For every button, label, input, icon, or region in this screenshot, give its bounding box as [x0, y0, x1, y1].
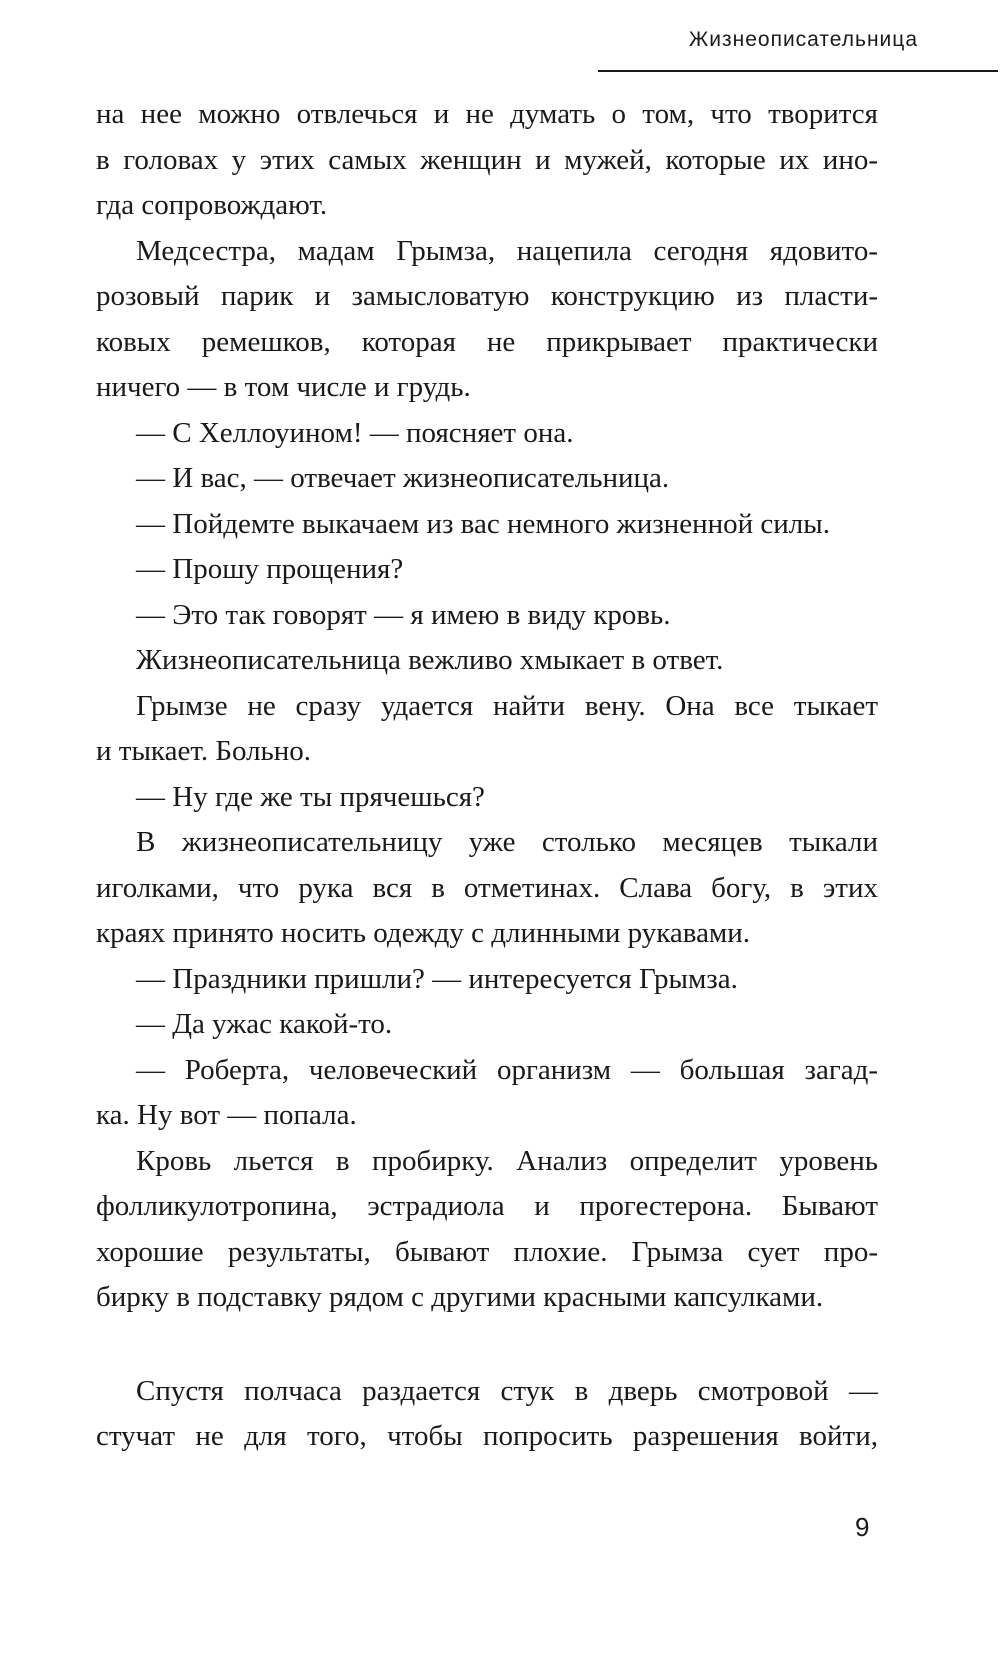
text-line: краях принято носить одежду с длинными рукавами. [96, 917, 751, 949]
text-line: Кровь льется в пробирку. Анализ определит уровень [136, 1144, 878, 1177]
text-line: на нее можно отвлечься и не думать о том, что творится [96, 98, 878, 130]
text-line: Жизнеописательница вежливо хмыкает в ответ. [136, 644, 724, 676]
dialogue-line: — Праздники пришли? — интересуется Грымза. [136, 962, 738, 995]
dialogue-line: — Ну где же ты прячешься? [136, 780, 485, 813]
text-line: иголками, что рука вся в отметинах. Слава богу, в этих [96, 871, 878, 904]
text-line: фолликулотропина, эстрадиола и прогестерона. Бывают [96, 1190, 878, 1222]
text-line: Спустя полчаса раздается стук в дверь смотровой — [136, 1374, 878, 1407]
section-break [96, 1321, 878, 1369]
header-rule [598, 70, 998, 72]
text-line: хорошие результаты, бывают плохие. Грымза сует про- [96, 1235, 878, 1268]
running-header: Жизнеописательница [688, 28, 918, 51]
dialogue-line: — Да ужас какой-то. [136, 1008, 393, 1040]
page-number: 9 [855, 1512, 870, 1542]
dialogue-line: — Это так говорят — я имею в виду кровь. [136, 598, 671, 631]
text-line: гда сопровождают. [96, 189, 328, 221]
dialogue-line: — Пойдемте выкачаем из вас немного жизненной силы. [136, 507, 830, 540]
text-line: В жизнеописательницу уже столько месяцев тыкали [136, 826, 878, 858]
dialogue-line: — И вас, — отвечает жизнеописательница. [136, 462, 670, 494]
text-line: и тыкает. Больно. [96, 735, 312, 767]
text-line: розовый парик и замысловатую конструкцию из пласти- [96, 280, 878, 312]
text-line: Грымзе не сразу удается найти вену. Она все тыкает [136, 689, 878, 722]
dialogue-line: — Роберта, человеческий организм — большая загад- [136, 1053, 878, 1086]
dialogue-line: — С Хеллоуином! — поясняет она. [136, 416, 574, 449]
text-line: ка. Ну вот — попала. [96, 1099, 357, 1131]
body-text [96, 92, 878, 1460]
text-line: Медсестра, мадам Грымза, нацепила сегодня ядовито- [136, 234, 878, 267]
text-line: стучат не для того, чтобы попросить разрешения войти, [96, 1420, 878, 1452]
text-line: в головах у этих самых женщин и мужей, которые их ино- [96, 143, 878, 176]
dialogue-line: — Прошу прощения? [136, 553, 404, 585]
text-line: ковых ремешков, которая не прикрывает практически [96, 325, 878, 358]
text-line: ничего — в том числе и грудь. [96, 371, 471, 403]
text-line: бирку в подставку рядом с другими красными капсулками. [96, 1281, 824, 1313]
